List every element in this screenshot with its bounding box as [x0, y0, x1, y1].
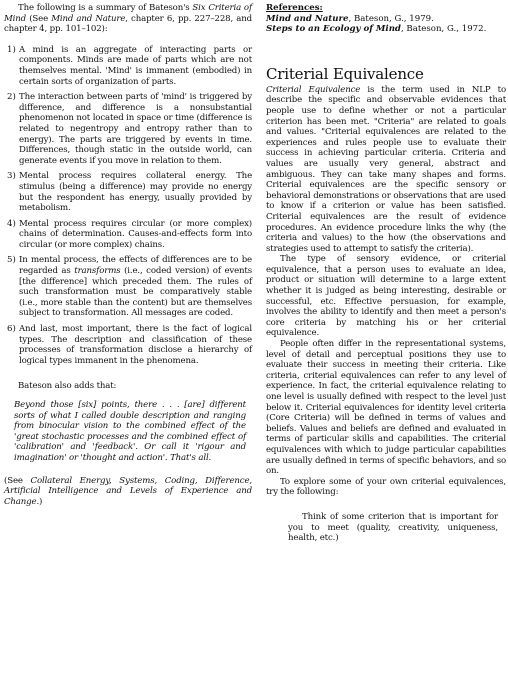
- list-item-number: 4): [7, 218, 16, 229]
- intro-title-mind-nature: Mind and Nature: [51, 13, 126, 24]
- left-column: [4, 3, 252, 507]
- section-heading: Criterial Equivalence: [266, 64, 424, 83]
- intro-title-six-criteria: Six Criteria of Mind: [4, 3, 252, 24]
- intro-text-pages: , chapter 6, pp. 227–228, and chapter 4, pp. 101–102):: [4, 13, 252, 35]
- body-paragraph: The type of sensory evidence, or criterial equivalence, that a person uses to evaluate an idea, product or situation will determine to a large extent whether it is judged as being interesting, desirable or successful, etc. Effective persuasion, for example, involves the ability to identify and then meet a person's core criteria by matching his or her criterial equivalence.: [266, 254, 506, 339]
- see-also-prefix: (See: [4, 475, 31, 486]
- intro-text: The following is a summary of Bateson's: [18, 3, 193, 13]
- definition-text: is the term used in NLP to describe the specific and observable evidences that people use to define whether or not a particular criterion has been met. "Criteria" are related to goals and values. "Criterial equivalences are related to the experiences and rules people use to evaluate their success in achieving particular criteria. Criteria and values are usually very general, abstract and ambiguous. They can take many shapes and forms. Criterial equivalences are the specific sensory or behavioral demonstrations or observations that are used to know if a criterion or value has been satisfied. Criterial equivalences are the result of evidence procedures. An evidence procedure links the why (the criteria and values) to the how (the observations and strategies used to attempt to satisfy the criteria).: [266, 84, 506, 254]
- list-item: [4, 171, 252, 213]
- list-item-text: Mental process requires circular (or more complex) chains of determination. Causes-and-effects form into circular (or more complex) chains.: [19, 218, 252, 250]
- right-column: [266, 3, 506, 544]
- also-adds-text: Bateson also adds that:: [18, 381, 117, 392]
- reference-title: Steps to an Ecology of Mind: [266, 24, 401, 35]
- list-item: [4, 219, 252, 251]
- list-item-number: 2): [7, 92, 16, 103]
- see-also-note: [4, 476, 252, 508]
- list-item-number: 1): [7, 44, 16, 55]
- reference-entry: [266, 14, 506, 25]
- list-item: [4, 324, 252, 366]
- see-also-suffix: ): [39, 496, 43, 507]
- list-item-text: A mind is an aggregate of interacting parts or components. Minds are made of parts which are not themselves mental. 'Mind' is immanent (embodied) in certain sorts of organization of parts.: [19, 44, 252, 87]
- exercise-step: Think of some criterion that is important for you to meet (quality, creativity, uniqueness, health, etc.): [288, 511, 498, 544]
- list-item-text-part: In mental process, the effects of differences are to be regarded as: [19, 255, 252, 277]
- list-item-text: And last, most important, there is the fact of logical types. The description and classification of these processes of transformation disclose a hierarchy of logical types immanent in the phenomena.: [19, 324, 252, 366]
- term-emphasis: Criterial Equivalence: [266, 84, 361, 95]
- reference-entry: [266, 24, 506, 35]
- definition-paragraph: [266, 85, 506, 255]
- list-item-text: Mental process requires collateral energy. The stimulus (being a difference) may provide no energy but the respondent has energy, usually provided by metabolism.: [19, 171, 252, 214]
- intro-text-see: (See: [25, 13, 52, 24]
- references-heading: References:: [266, 3, 323, 13]
- reference-details: , Bateson, G., 1972.: [400, 24, 487, 35]
- list-item: [4, 45, 252, 87]
- list-item-number: 5): [7, 255, 16, 266]
- see-also-topics: Collateral Energy, Systems, Coding, Difference, Artificial Intelligence and Levels of Experience and Change.: [4, 475, 252, 507]
- intro-paragraph: [4, 3, 252, 35]
- body-paragraph: To explore some of your own criterial equivalences, try the following:: [266, 476, 506, 498]
- list-item-number: 3): [7, 171, 16, 182]
- list-item-text-part: (i.e., coded version) of events [the difference] which preceded them. The rules of such transformation must be comparatively stable (i.e., more stable than the content) but are themselves subject to transformation. All messages are coded.: [19, 266, 252, 319]
- reference-title: Mind and Nature: [266, 13, 349, 24]
- body-paragraph: People often differ in the representational systems, level of detail and perceptual positions they use to evaluate their success in meeting their criteria. Like criteria, criterial equivalences can refer to any level of experience. In fact, the criterial equivalence relating to one level is usually defined with respect to the level just below it. Criterial equivalences for identity level criteria (Core Criteria) will be defined in terms of values and beliefs. Values and beliefs are defined and evaluated in terms of particular skills and capabilities. The criterial equivalences with which to judge particular capabilities are usually defined in terms of specific behaviors, and so on.: [266, 339, 506, 477]
- list-item-emphasis: transforms: [74, 266, 121, 277]
- list-item: [4, 255, 252, 319]
- list-item-text: [19, 255, 252, 319]
- criteria-list: [4, 45, 252, 367]
- bateson-quote: Beyond those [six] points, there . . . [are] different sorts of what I called double description and ranging from binocular vision to the combined effect of the 'great stochastic processes and the combined effect of 'calibration' and 'feedback'. Or call it 'rigour and imagination' or 'thought and action'. That's all.: [14, 400, 246, 463]
- list-item-text: The interaction between parts of 'mind' is triggered by difference, and difference is a nonsubstantial phenomenon not located in space or time (difference is related to negentropy and entropy rather than to energy). The parts are triggered by events in time. Differences, though static in the outside world, can generate events if you move in relation to them.: [19, 92, 252, 166]
- list-item: [4, 92, 252, 166]
- reference-details: , Bateson, G., 1979.: [348, 13, 434, 24]
- list-item-number: 6): [7, 324, 16, 335]
